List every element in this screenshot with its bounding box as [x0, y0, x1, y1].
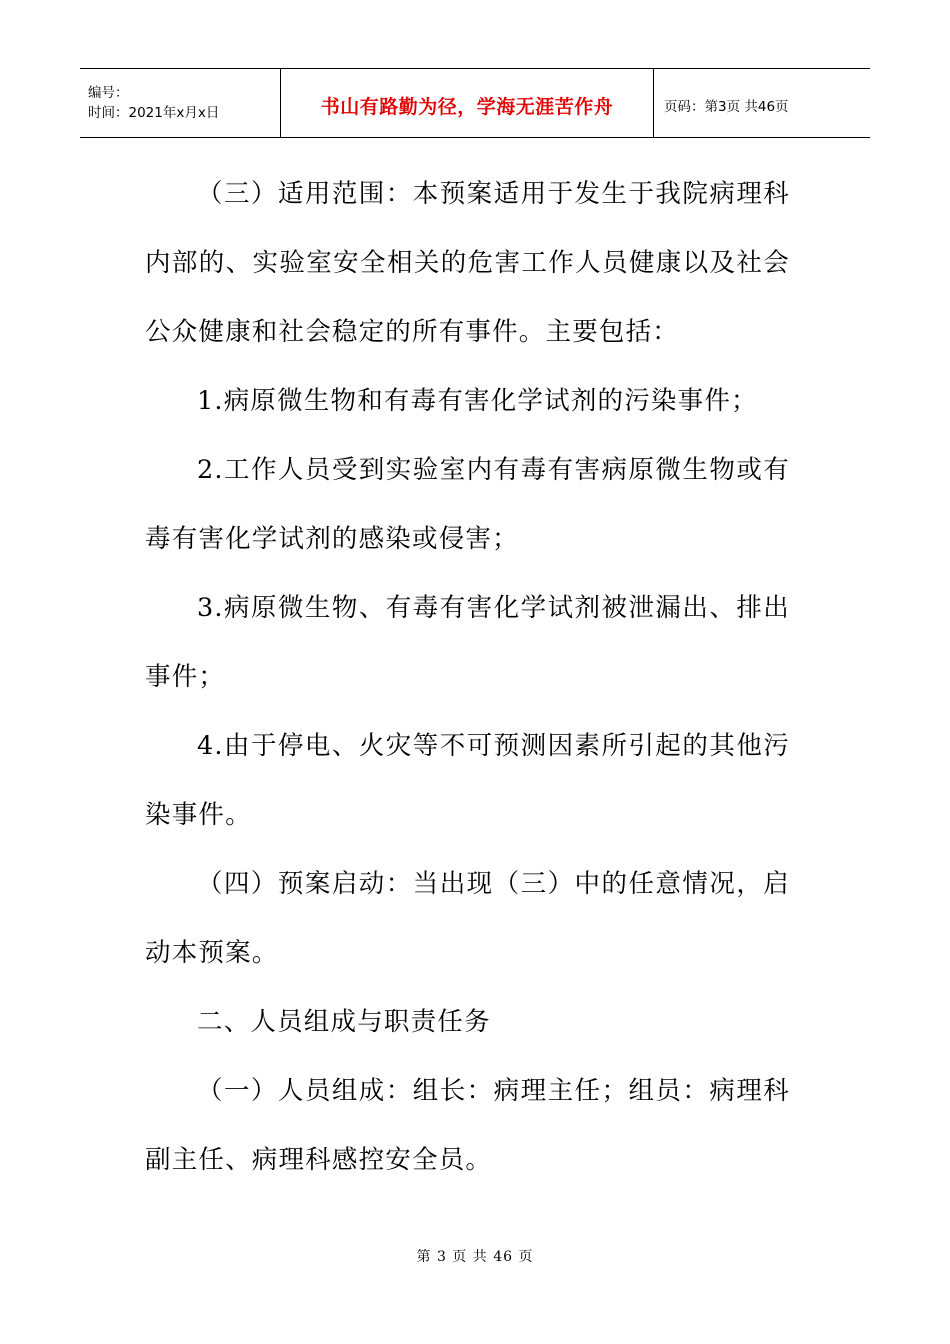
header-page-cell [654, 69, 870, 137]
header-motto-cell [281, 69, 654, 137]
header-page-info: 页码：第3页 共46页 [664, 99, 789, 115]
paragraph-item-4: 4.由于停电、火灾等不可预测因素所引起的其他污染事件。 [145, 731, 790, 830]
paragraph-activation: （四）预案启动：当出现（三）中的任意情况，启动本预案。 [145, 869, 790, 968]
paragraph-scope: （三）适用范围：本预案适用于发生于我院病理科内部的、实验室安全相关的危害工作人员健康以及社会公众健康和社会稳定的所有事件。主要包括： [145, 179, 790, 347]
page-header [80, 68, 870, 138]
section-heading-personnel: 二、人员组成与职责任务 [197, 1007, 491, 1037]
paragraph-item-2: 2.工作人员受到实验室内有毒有害病原微生物或有毒有害化学试剂的感染或侵害； [145, 455, 790, 554]
page-footer: 第 3 页 共 46 页 [416, 1249, 534, 1265]
paragraph-item-1: 1.病原微生物和有毒有害化学试剂的污染事件； [197, 386, 758, 416]
paragraph-personnel: （一）人员组成：组长：病理主任；组员：病理科副主任、病理科感控安全员。 [145, 1076, 790, 1175]
header-motto: 书山有路勤为径，学海无涯苦作舟 [320, 95, 614, 118]
document-time-label: 时间：2021年x月x日 [88, 105, 220, 121]
paragraph-item-3: 3.病原微生物、有毒有害化学试剂被泄漏出、排出事件； [145, 593, 790, 692]
document-body [145, 160, 790, 1195]
header-meta-cell [80, 69, 281, 137]
document-number-label: 编号： [88, 85, 129, 101]
